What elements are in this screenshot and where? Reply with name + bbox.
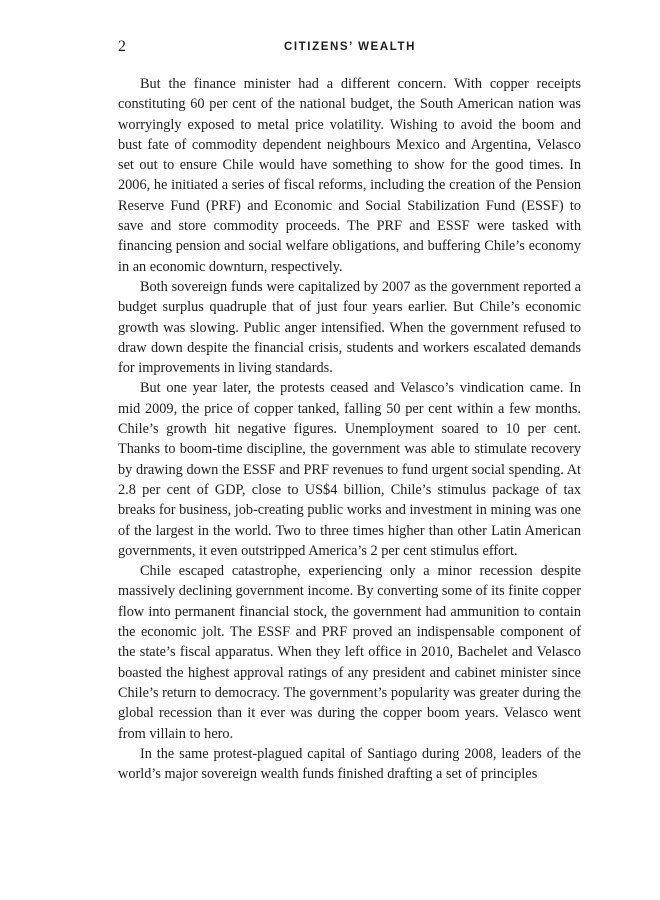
page-number: 2 — [118, 38, 126, 55]
page-header — [118, 38, 582, 58]
paragraph: But one year later, the protests ceased and Velasco’s vindication came. In mid 2009, the price of copper tanked, falling 50 per cent within a few months. Chile’s growth hit negative figures. Unemployment soared to 10 per cent. Thanks to boom-time discipline, the government was able to stimulate recovery by drawing down the ESSF and PRF revenues to fund urgent social spending. At 2.8 per cent of GDP, close to US$4 billion, Chile’s stimulus package of tax breaks for business, job-creating public works and investment in mining was one of the largest in the world. Two to three times higher than other Latin American governments, it even outstripped America’s 2 per cent stimulus effort. — [118, 380, 581, 559]
paragraph: In the same protest-plagued capital of Santiago during 2008, leaders of the world’s major sovereign wealth funds finished drafting a set of principles — [118, 745, 581, 783]
paragraph: But the finance minister had a different concern. With copper receipts constituting 60 per cent of the national budget, the South American nation was worryingly exposed to metal price volatility. Wishing to avoid the boom and bust fate of commodity dependent neighbours Mexico and Argentina, Velasco set out to ensure Chile would have something to show for the good times. In 2006, he initiated a series of fiscal reforms, including the creation of the Pension Reserve Fund (PRF) and Economic and Social Stabilization Fund (ESSF) to save and store commodity proceeds. The PRF and ESSF were tasked with financing pension and social welfare obligations, and buffering Chile’s economy in an economic downturn, respectively. — [118, 76, 581, 275]
running-head: CITIZENS’ WEALTH — [283, 41, 417, 53]
paragraph: Chile escaped catastrophe, experiencing only a minor recession despite massively declining government income. By converting some of its finite copper flow into permanent financial stock, the government had ammunition to contain the economic jolt. The ESSF and PRF proved an indispensable component of the state’s fiscal apparatus. When they left office in 2010, Bachelet and Velasco boasted the highest approval ratings of any president and cabinet minister since Chile’s return to democracy. The government’s popularity was greater during the global recession than it ever was during the copper boom years. Velasco went from villain to hero. — [118, 563, 581, 742]
body-text — [118, 74, 581, 784]
paragraph: Both sovereign funds were capitalized by 2007 as the government reported a budget surplus quadruple that of just four years earlier. But Chile’s economic growth was slowing. Public anger intensified. When the government refused to draw down despite the financial crisis, students and workers escalated demands for improvements in living standards. — [118, 278, 581, 377]
